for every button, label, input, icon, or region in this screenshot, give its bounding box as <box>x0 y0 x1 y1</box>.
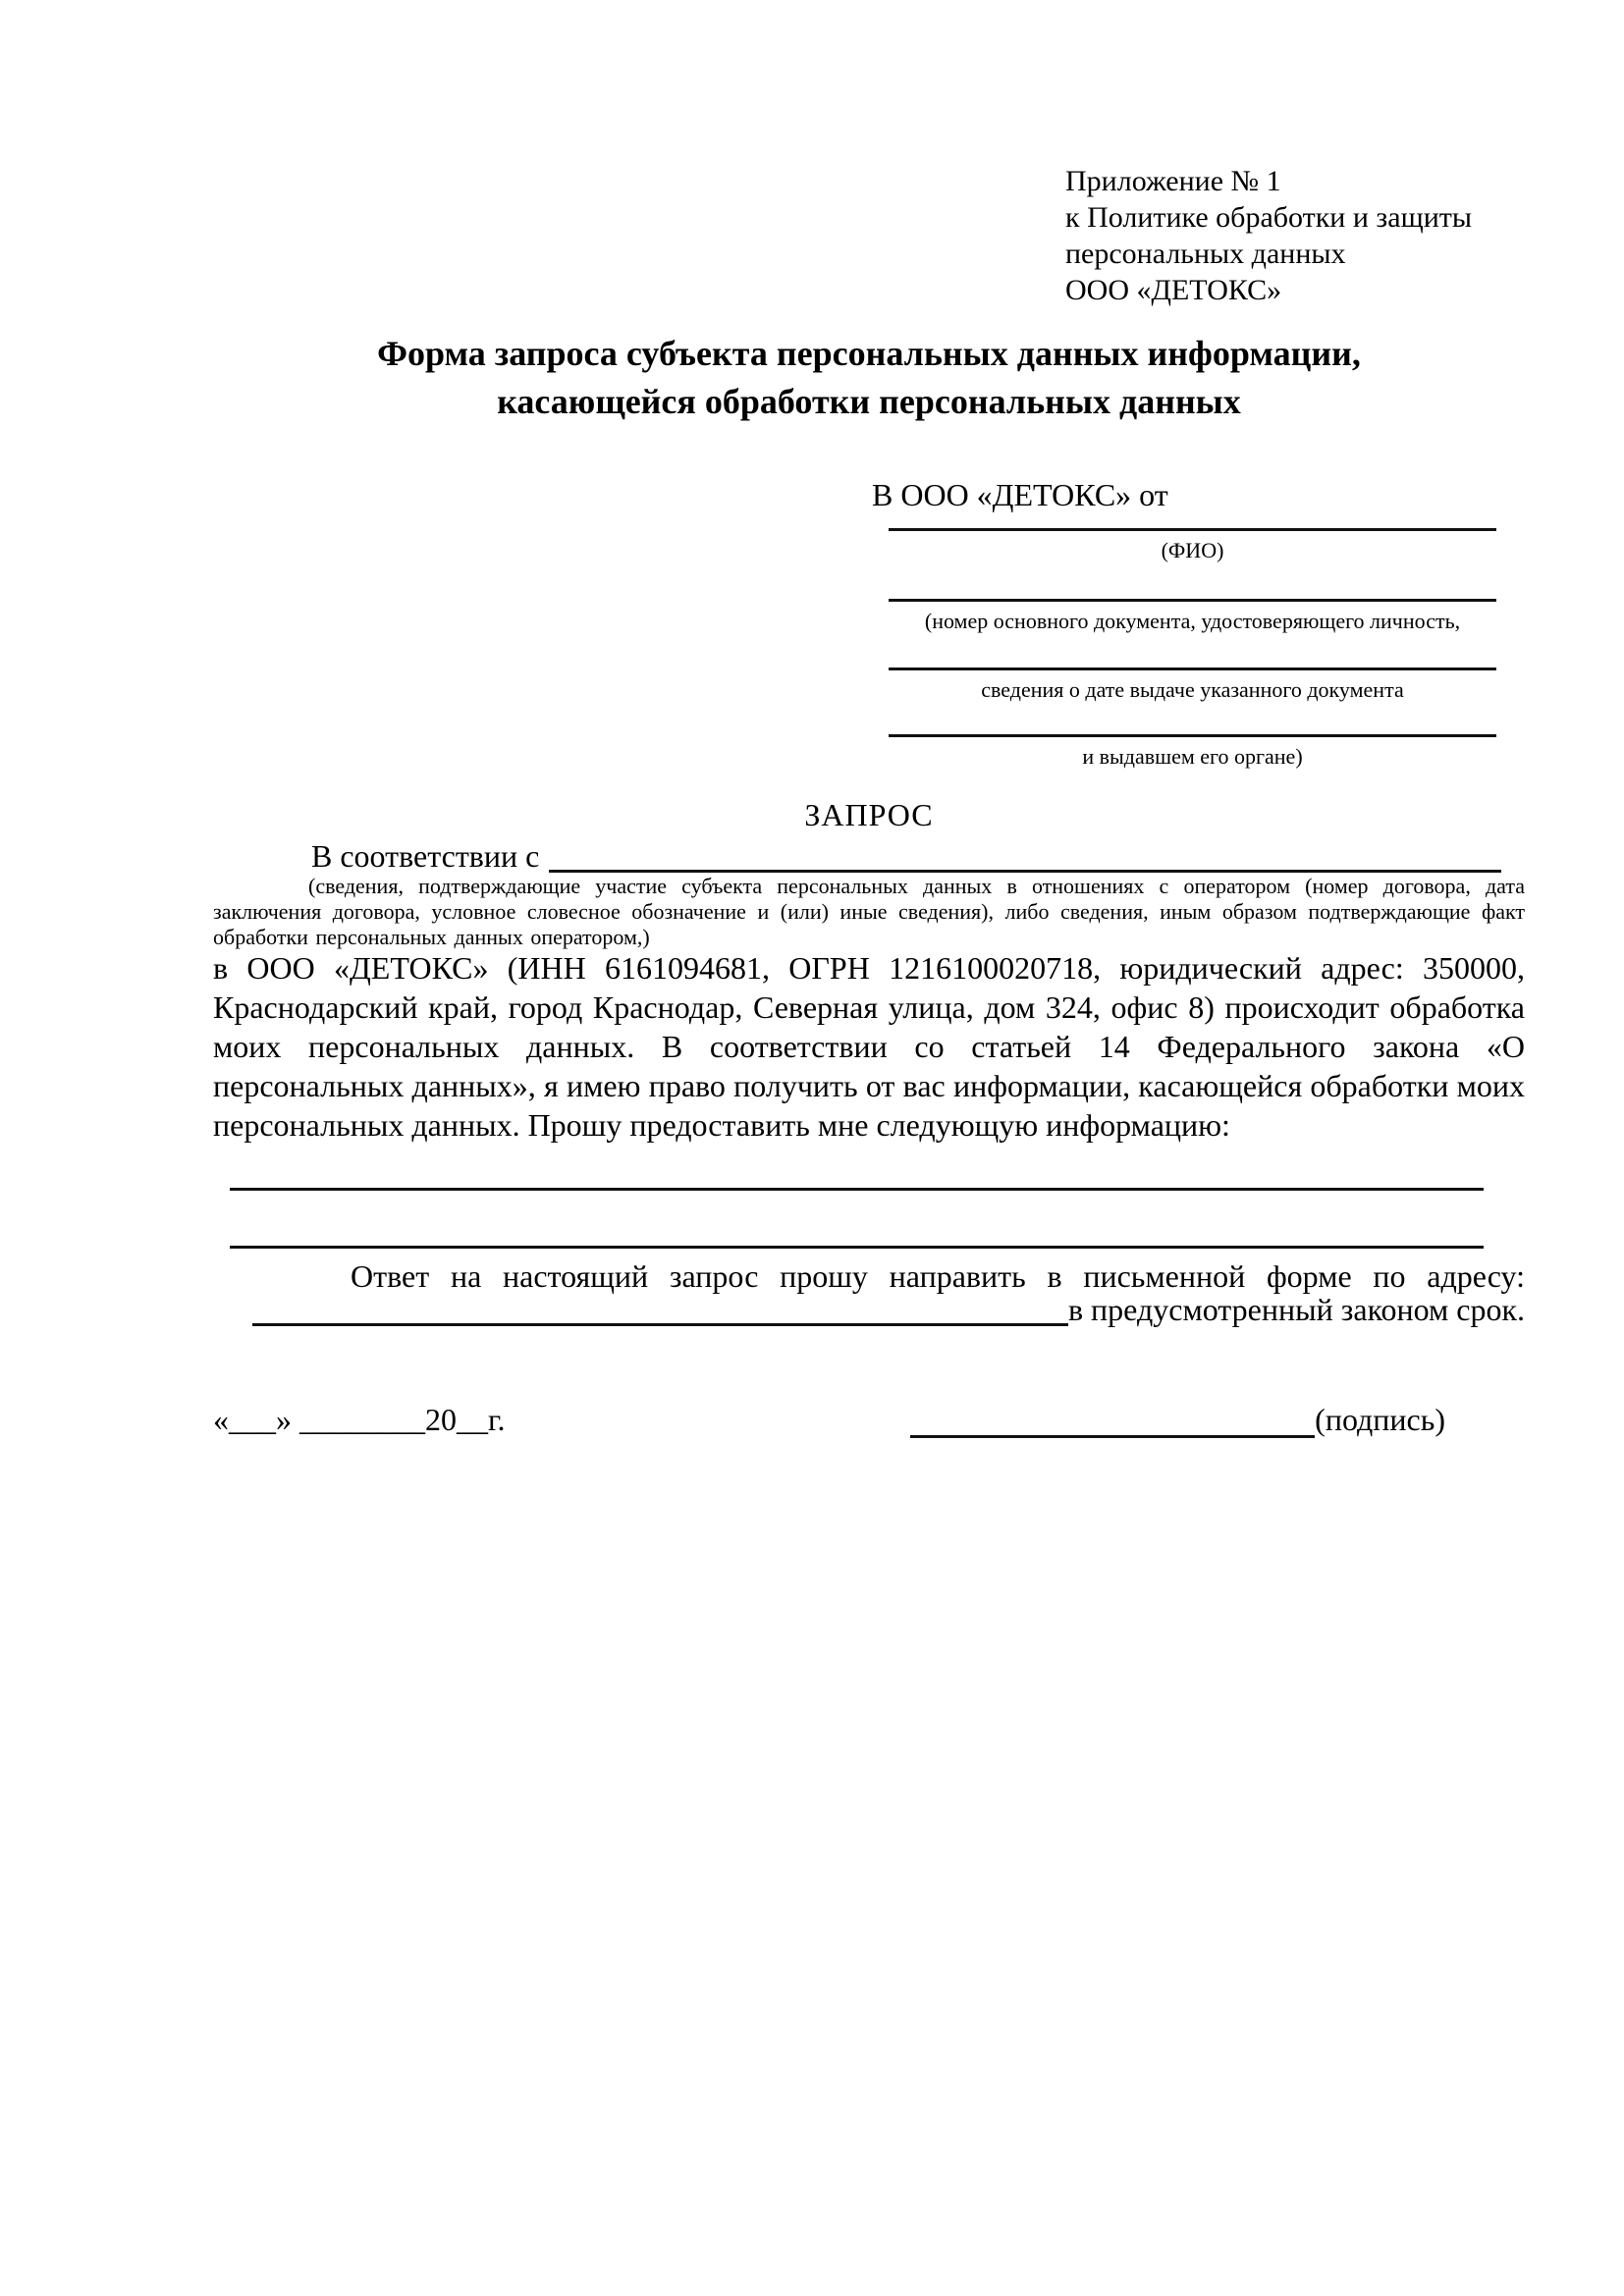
addressee-line: В ООО «ДЕТОКС» от <box>872 477 1168 512</box>
request-heading: ЗАПРОС <box>804 797 934 832</box>
body-paragraph: в ООО «ДЕТОКС» (ИНН 6161094681, ОГРН 1216100020718, юридический адрес: 350000, Краснодарский край, город Краснодар, Северная улица, дом 324, офис 8) происходит обработка моих персональных данных. В соответствии со статьей 14 Федерального закона «О персональных данных», я имею право получить от вас информации, касающейся обработки моих персональных данных. Прошу предоставить мне следующую информацию: <box>213 950 1525 1143</box>
document-number-field-caption: (номер основного документа, удостоверяющего личность, <box>924 609 1461 633</box>
appendix-block <box>1065 163 1472 308</box>
reply-term-row <box>213 1292 1525 1331</box>
signature-group <box>910 1402 1445 1443</box>
reply-address-text: Ответ на настоящий запрос прошу направить в письменной форме по адресу: <box>351 1258 1525 1294</box>
accordance-label: В соответствии с <box>311 838 540 874</box>
appendix-line-2: к Политике обработки и защиты <box>1065 201 1473 234</box>
form-title-line-2: касающейся обработки персональных данных <box>497 382 1241 421</box>
signature-fill-line[interactable] <box>910 1402 1315 1438</box>
note-text: (сведения, подтверждающие участие субъекта персональных данных в отношениях с оператором (номер договора, дата заключения договора, условное словесное обозначение и (или) иные сведения), либо сведения, иным образом подтверждающие факт обработки персональных данных оператором,) <box>213 874 1525 949</box>
address-fill-line[interactable] <box>252 1292 1068 1326</box>
accordance-fill-line[interactable] <box>549 838 1501 873</box>
appendix-line-1: Приложение № 1 <box>1065 165 1281 197</box>
appendix-line-3: персональных данных <box>1065 238 1346 270</box>
accordance-row <box>213 838 1525 878</box>
fio-field-caption: (ФИО) <box>1161 538 1224 562</box>
appendix-line-4: ООО «ДЕТОКС» <box>1065 274 1282 306</box>
reply-term-text: в предусмотренный законом срок. <box>1067 1292 1525 1327</box>
info-fill-line-2[interactable] <box>230 1246 1484 1249</box>
info-fill-line-1[interactable] <box>230 1188 1484 1191</box>
form-title <box>213 330 1525 426</box>
form-title-line-1: Форма запроса субъекта персональных данных информации, <box>377 334 1361 373</box>
fio-field-line[interactable] <box>889 528 1496 562</box>
signature-row <box>213 1402 1525 1443</box>
issuing-authority-field-line[interactable] <box>889 734 1496 769</box>
date-fill-line[interactable]: «___» ________20__г. <box>213 1402 506 1437</box>
issue-date-field-caption: сведения о дате выдаче указанного документа <box>981 677 1404 702</box>
signature-caption: (подпись) <box>1315 1402 1445 1437</box>
issue-date-field-line[interactable] <box>889 667 1496 702</box>
issuing-authority-field-caption: и выдавшем его органе) <box>1082 744 1303 769</box>
document-number-field-line[interactable] <box>889 599 1496 633</box>
